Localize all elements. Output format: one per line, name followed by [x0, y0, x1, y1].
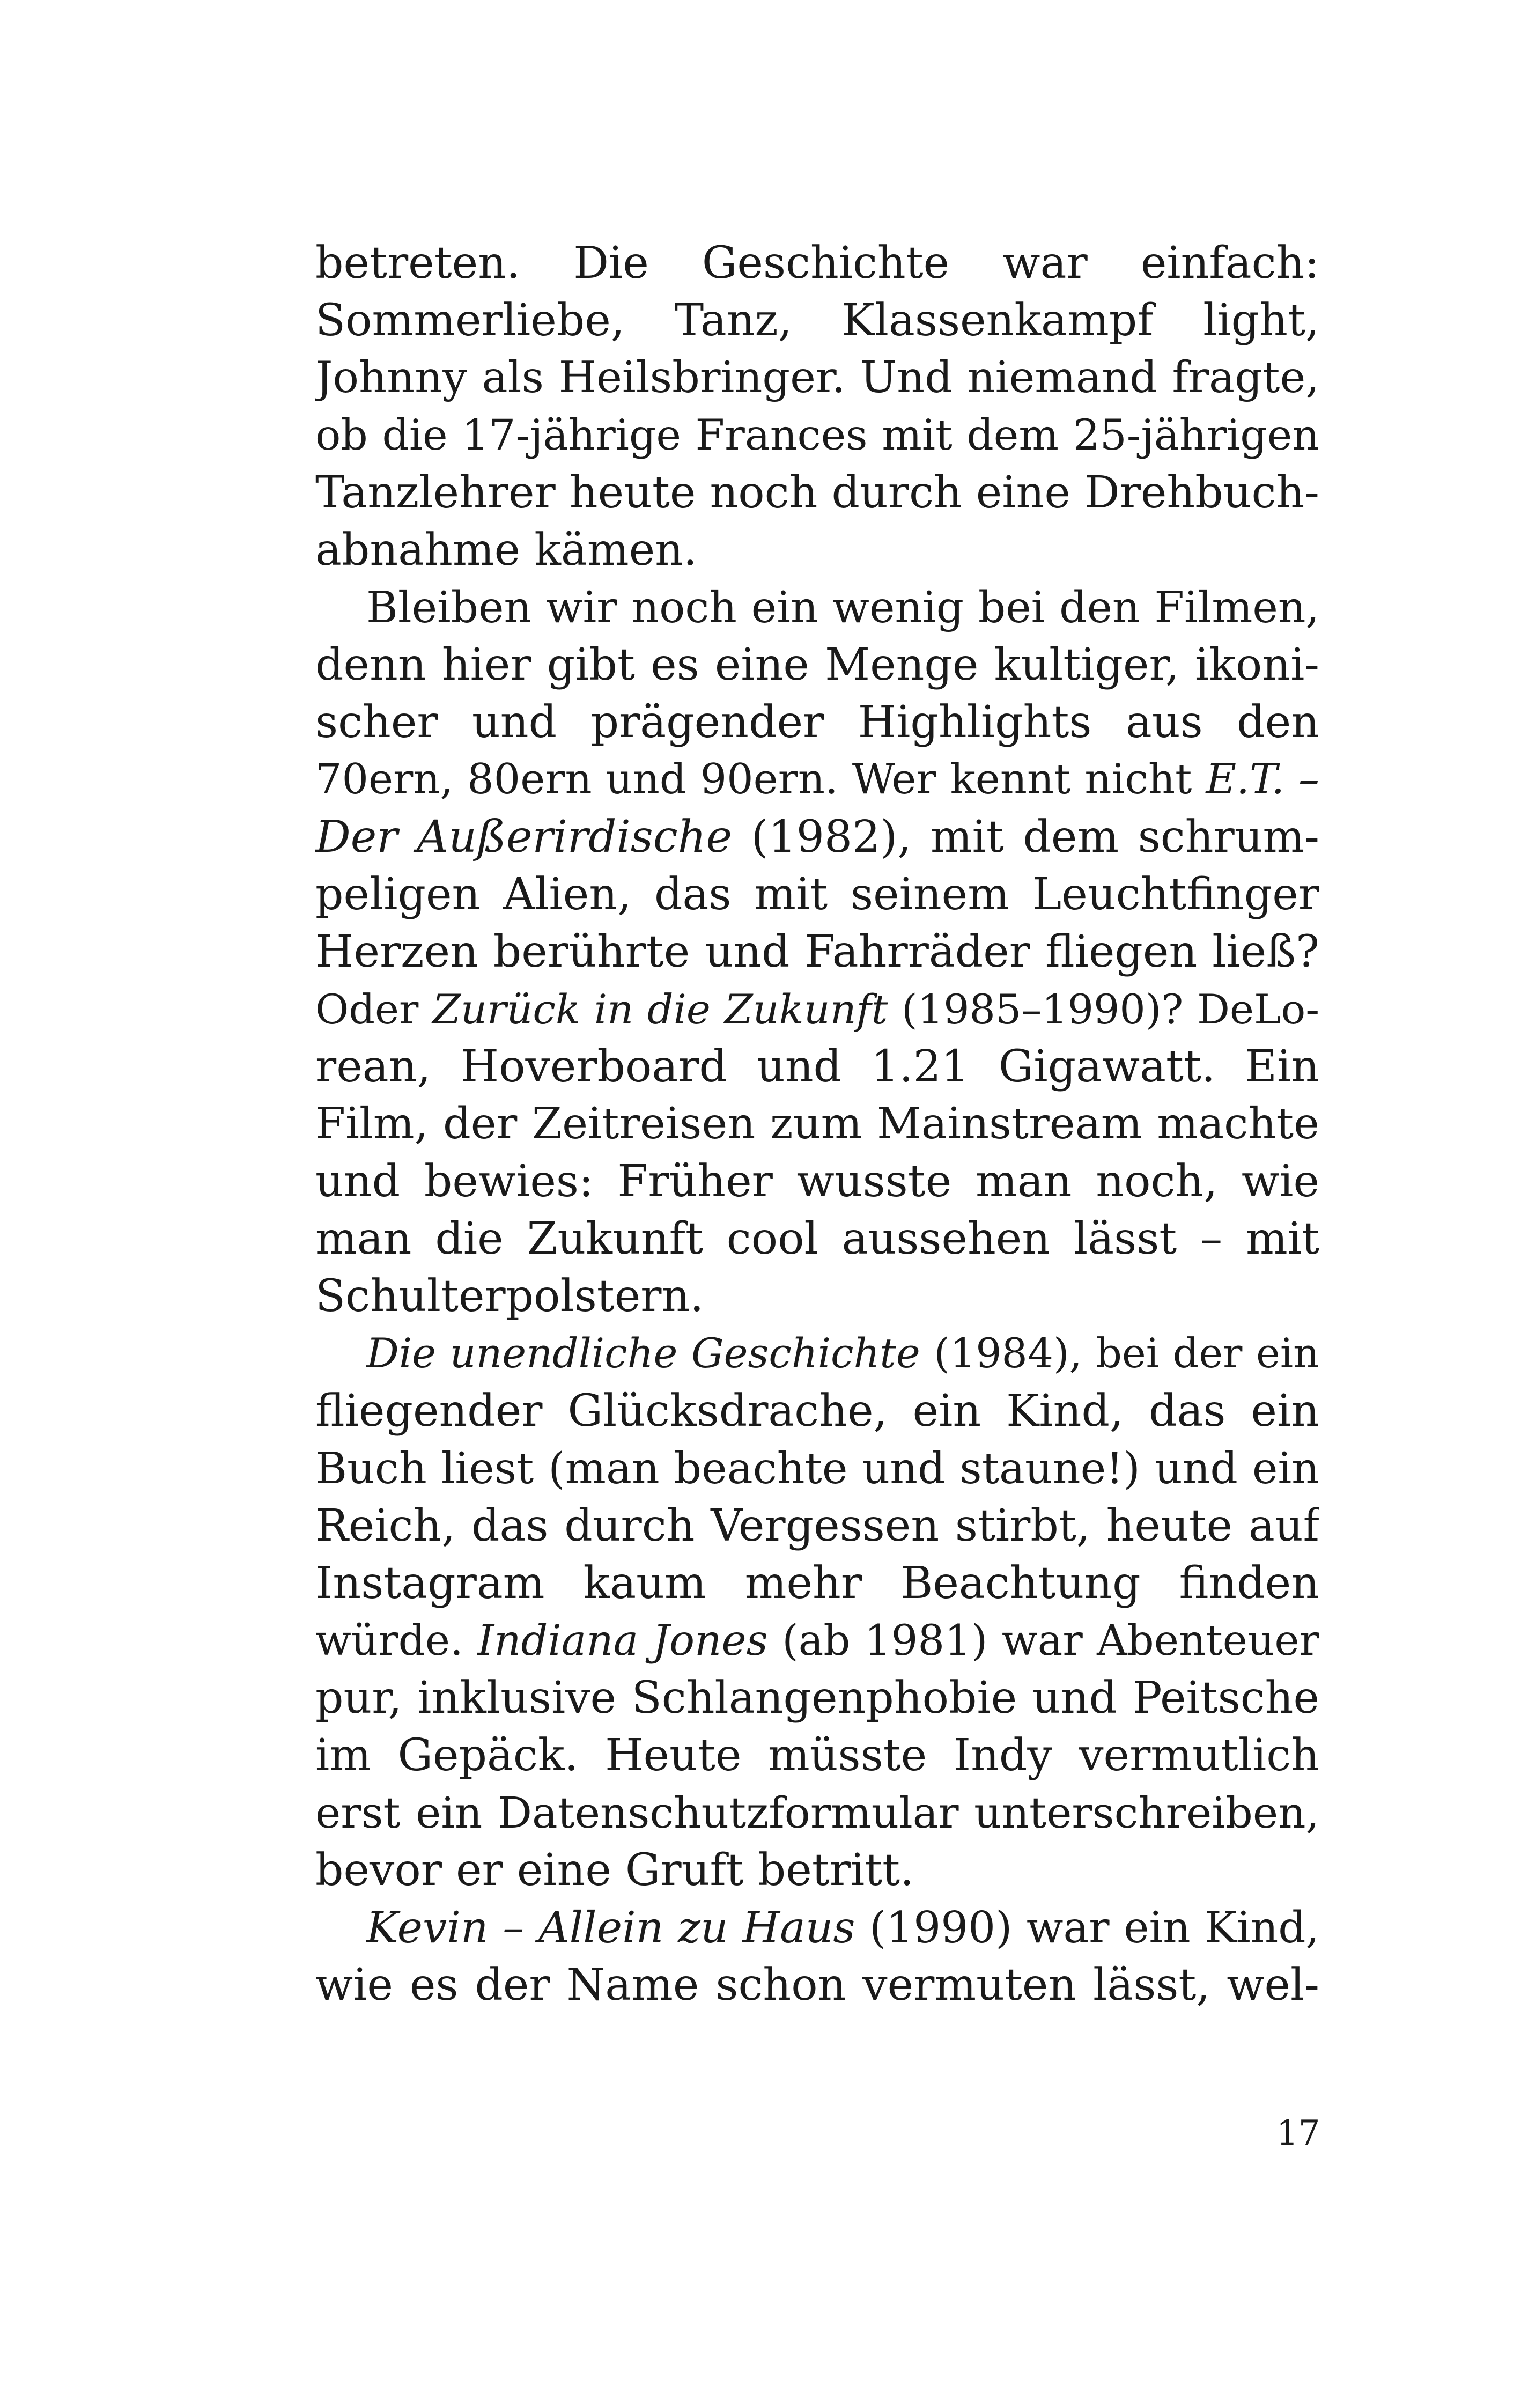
text-line [315, 234, 1319, 292]
body-text-segment: peligen Alien, das mit seinem Leuchtfinger [315, 869, 1319, 920]
body-text-segment: bevor er eine Gruft betritt. [315, 1845, 914, 1896]
body-text-segment: fliegender Glücksdrache, ein Kind, das ein [315, 1386, 1319, 1437]
body-text-segment: (1990) war ein Kind, [855, 1903, 1319, 1953]
text-line [315, 1210, 1319, 1268]
text-line [315, 808, 1319, 866]
text-line [315, 1784, 1319, 1842]
body-text-segment: (1984), bei der ein [920, 1330, 1319, 1377]
text-line [315, 1268, 1319, 1325]
body-text-segment: (1982), mit dem schrum- [732, 812, 1319, 863]
body-text-segment: abnahme kämen. [315, 525, 697, 576]
page-number: 17 [1276, 2114, 1320, 2153]
body-text-segment: Johnny als Heilsbringer. Und niemand fragte, [315, 352, 1319, 403]
body-text-segment: man die Zukunft cool aussehen lässt – mit [315, 1213, 1319, 1264]
body-text-segment: Buch liest (man beachte und staune!) und ein [315, 1443, 1319, 1493]
body-text-segment: 70ern, 80ern und 90ern. Wer kennt nicht [315, 755, 1206, 804]
text-line [315, 1153, 1319, 1210]
body-text-segment: betreten. Die Geschichte war einfach: [315, 238, 1319, 289]
text-line [315, 1727, 1319, 1784]
body-text-segment: rean, Hoverboard und 1.21 Gigawatt. Ein [315, 1041, 1319, 1092]
text-line [315, 636, 1319, 694]
body-text-segment: wie es der Name schon vermuten lässt, wel- [315, 1960, 1319, 2011]
body-text-segment: Oder [315, 985, 433, 1033]
body-text-segment: würde. [315, 1616, 478, 1665]
italic-title-text: Indiana Jones [477, 1616, 768, 1665]
body-text-segment: und bewies: Früher wusste man noch, wie [315, 1156, 1319, 1207]
body-text-segment: (ab 1981) war Abenteuer [767, 1616, 1319, 1665]
body-text-segment: im Gepäck. Heute müsste Indy vermutlich [315, 1730, 1319, 1781]
body-text-segment: ob die 17-jährige Frances mit dem 25-jährigen [315, 410, 1319, 460]
body-text-segment: Herzen berührte und Fahrräder fliegen ließ? [315, 926, 1319, 977]
body-text-segment: pur, inklusive Schlangenphobie und Peitsche [315, 1673, 1319, 1724]
text-line [315, 292, 1319, 349]
body-text [315, 234, 1319, 2014]
text-line [315, 1382, 1319, 1440]
italic-title-text: Der Außerirdische [315, 812, 733, 863]
body-text-segment: Sommerliebe, Tanz, Klassenkampf light, [315, 295, 1319, 346]
body-text-segment: erst ein Datenschutzformular unterschreiben, [315, 1788, 1319, 1838]
text-line [315, 1497, 1319, 1555]
body-text-segment: Bleiben wir noch ein wenig bei den Filmen, [366, 583, 1319, 632]
body-text-segment: Schulterpolstern. [315, 1271, 704, 1322]
body-text-segment: (1985–1990)? DeLo- [888, 985, 1319, 1033]
text-line [315, 866, 1319, 923]
italic-title-text: Die unendliche Geschichte [366, 1330, 920, 1377]
text-line [315, 579, 1319, 636]
body-text-segment: denn hier gibt es eine Menge kultiger, ikoni- [315, 639, 1319, 690]
body-text-segment: Film, der Zeitreisen zum Mainstream machte [315, 1099, 1319, 1149]
text-line [315, 1669, 1319, 1727]
body-text-segment: Instagram kaum mehr Beachtung finden [315, 1558, 1319, 1609]
text-line [315, 521, 1319, 579]
text-line [315, 1440, 1319, 1497]
text-line [315, 1038, 1319, 1095]
italic-title-text: E.T. – [1206, 755, 1319, 804]
text-line [315, 349, 1319, 407]
text-line [315, 923, 1319, 981]
body-text-segment: scher und prägender Highlights aus den [315, 697, 1319, 748]
text-line [315, 407, 1319, 464]
text-line [315, 1612, 1319, 1669]
text-line [315, 1095, 1319, 1153]
text-line [315, 1555, 1319, 1612]
text-line [315, 981, 1319, 1038]
text-line [315, 464, 1319, 521]
text-line [315, 1956, 1319, 2014]
text-line [315, 1899, 1319, 1956]
body-text-segment: Reich, das durch Vergessen stirbt, heute auf [315, 1500, 1319, 1551]
text-line [315, 694, 1319, 751]
text-line [315, 1325, 1319, 1382]
italic-title-text: Zurück in die Zukunft [432, 985, 888, 1033]
text-line [315, 751, 1319, 808]
body-text-segment: Tanzlehrer heute noch durch eine Drehbuch- [315, 467, 1319, 518]
italic-title-text: Kevin – Allein zu Haus [366, 1903, 855, 1953]
text-line [315, 1842, 1319, 1899]
